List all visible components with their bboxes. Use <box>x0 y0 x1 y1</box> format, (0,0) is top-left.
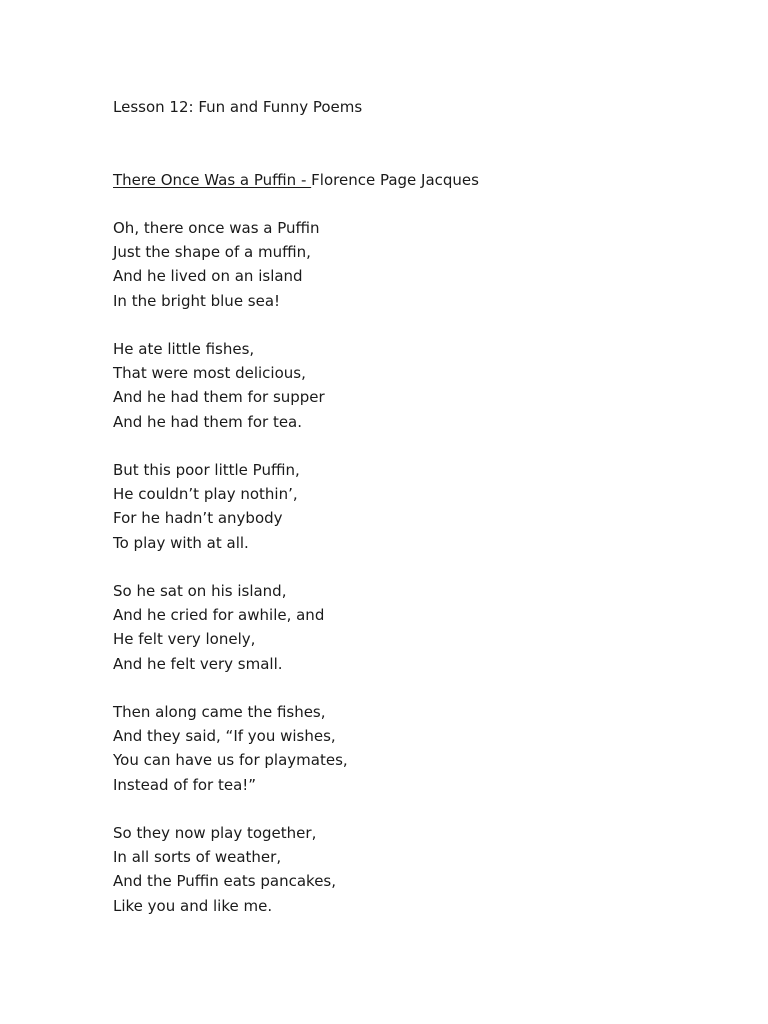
lesson-title: Lesson 12: Fun and Funny Poems <box>113 98 363 116</box>
stanza <box>113 700 348 797</box>
poem-line: And he cried for awhile, and <box>113 606 325 625</box>
poem-title: There Once Was a Puffin - <box>113 171 312 189</box>
poem-line: And the Puffin eats pancakes, <box>113 872 337 891</box>
poem-line: For he hadn’t anybody <box>113 509 283 528</box>
stanza <box>113 579 348 676</box>
poem-line: Oh, there once was a Puffin <box>113 219 320 237</box>
poem-body <box>113 216 348 942</box>
poem-line: So they now play together, <box>113 824 317 842</box>
stanza <box>113 337 348 434</box>
poem-line: In all sorts of weather, <box>113 848 282 867</box>
poem-line: Instead of for tea!” <box>113 775 257 794</box>
poem-line: Like you and like me. <box>113 896 273 915</box>
poem-line: In the bright blue sea! <box>113 291 281 310</box>
poem-line: And he lived on an island <box>113 267 303 286</box>
poem-line: You can have us for playmates, <box>113 751 348 770</box>
poem-line: He couldn’t play nothin’, <box>113 485 298 504</box>
poem-line: That were most delicious, <box>113 364 306 383</box>
poem-line: He felt very lonely, <box>113 630 256 649</box>
poem-line: And he had them for supper <box>113 388 325 407</box>
stanza <box>113 458 348 555</box>
poem-line: And he felt very small. <box>113 654 283 673</box>
stanza <box>113 821 348 918</box>
stanza <box>113 216 348 313</box>
poem-line: Then along came the fishes, <box>113 703 326 721</box>
poem-heading <box>113 168 479 192</box>
poem-line: Just the shape of a muffin, <box>113 243 311 262</box>
poem-line: So he sat on his island, <box>113 582 287 600</box>
poem-line: And they said, “If you wishes, <box>113 727 336 746</box>
poem-author: Florence Page Jacques <box>311 171 479 189</box>
poem-line: He ate little fishes, <box>113 340 255 358</box>
poem-line: To play with at all. <box>113 533 249 552</box>
poem-line: And he had them for tea. <box>113 412 303 431</box>
poem-line: But this poor little Puffin, <box>113 461 300 479</box>
